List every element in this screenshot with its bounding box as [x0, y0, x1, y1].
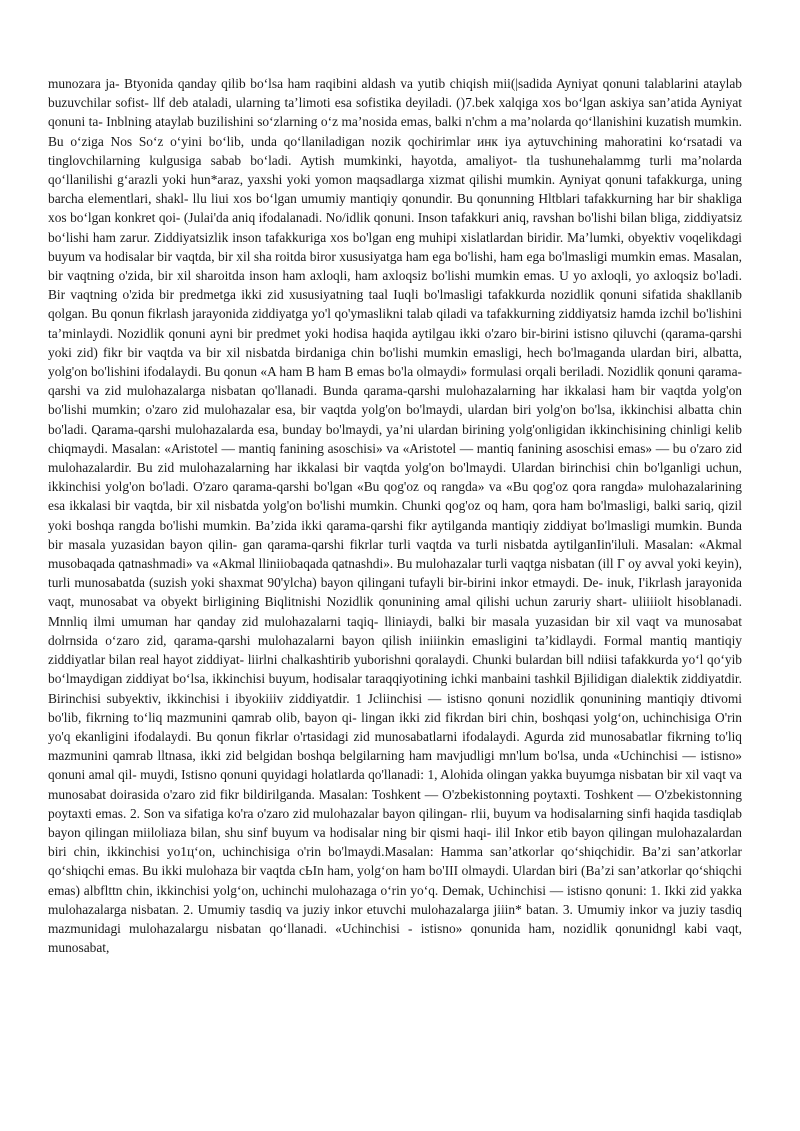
body-text: munozara ja- Btyonida qanday qilib bo‘lsa ham raqibini aldash va yutib chiqish mii(|sadida Ayniyat qonuni talablarini ataylab buzuvchilar sofist- llf deb ataladi, ularning ta’limoti esa sofistika deyiladi. ()7.bek xalqiga xos bo‘lgan askiya san’atida Ayniyat qonuni ta- Inblning ataylab buzilishini so‘zlarning o‘z ma’nosida emas, balki n'chm a ma’nolarda qo‘llanishini kuzatish mumkin. Bu o‘ziga Nos So‘z o‘yini bo‘lib, unda qo‘llaniladigan nozik qochirimlar инк iya aytuvchining mahoratini ko‘rsatadi va tinglovchilarning kulgusiga sabab bo‘ladi. Aytish mumkinki, hayotda, amaliyot- tla tushunehalammg turli ma’nolarda qo‘llanilishi g‘arazli yoki hun*araz, yaxshi yoki yomon maqsadlarga xizmat qilishi mumkin. Ayniyat qonuni tafakkurga, uning barcha elementlari, shakl- llu liui xos bo‘lgan umumiy mantiqiy qonundir. Bu qonunning Hltblari tafakkurning har bir shakliga xos bo‘lgan konkret qoi- (Julai'da aniq ifodalanadi. No/idlik qonuni. Inson tafakkuri aniq, ravshan bo'lishi bilan bliga, ziddiyatsiz bo‘lishi ham zarur. Ziddiyatsizlik inson tafakkuriga xos bo'lgan eng muhipi xislatlardan biridir. Ma’lumki, obyektiv voqelikdagi buyum va hodisalar bir vaqtda, bir xil sha roitda biror xususiyatga ham ega bo'lishi, ham ega bo'lmasligi mumkin emas. Masalan, bir vaqtning o'zida, bir xil sharoitda inson ham axloqli, ham axloqsiz bo'lishi mumkin emas. U yo axloqli, yo axloqsiz bo'ladi. Bir vaqtning o'zida bir predmetga ikki zid xususiyatning taal Iuqli bo'lmasligi tafakkurda nozidlik qonuni sifatida shakllanib qolgan. Bu qonun fikrlash jarayonida ziddiyatga yo'l qo'ymaslikni talab qiladi va tafakkurning ziddiyatsiz hamda izchil bo'lishini ta’minlaydi. Nozidlik qonuni ayni bir predmet yoki hodisa haqida aytilgau ikki o'zaro bir-birini istisno qiluvchi (qarama-qarshi yoki zid) fikr bir vaqtda va bir xil nisbatda birdaniga chin bo'lishi mumkin emasligi, hech bo'lmaganda ulardan biri, albatta, yolg'on bo'lishini ifodalaydi. Bu qonun «A ham B ham B emas bo'la olmaydi» formulasi orqali beriladi. Nozidlik qonuni qarama-qarshi va zid mulohazalarga nisbatan qo'llanadi. Bunda qarama-qarshi mulohazalarning har ikkalasi ham bir vaqtda yolg'on bo'lishi mumkin; o'zaro zid mulohazalar esa, bir vaqtda yolg'on bo'lmaydi, ulardan biri yolg'on bo'lsa, ikkinchisi albatta chin bo'ladi. Qarama-qarshi mulohazalarda esa, bunday bo'lmaydi, ya’ni ulardan birining yolg'onligidan ikkinchisining chinligi kelib chiqmaydi. Masalan: «Aristotel — mantiq fanining asoschisi» va «Aristotel — mantiq fanining asoschisi emas» — bu o'zaro zid mulohazalardir. Bu zid mulohazalarning har ikkalasi bir vaqtda yolg'on bo'lmaydi. Ulardan birinchisi chin bo'lganligi uchun, ikkinchisi yolg'on bo'ladi. O'zaro qarama-qarshi bo'lgan «Bu qog'oz oq rangda» va «Bu qog'oz qora rangda» mulohazalarining esa ikkalasi bir vaqtda, bir xil nisbatda yolg'on bo'lishi mumkin. Chunki qog'oz oq ham, qora ham bo'lmasligi, balki sariq, qizil yoki boshqa rangda bo'lishi mumkin. Ba’zida ikki qarama-qarshi fikr aytilganda mantiqiy ziddiyat bo'lmasligi mumkin. Bunda bir masala yuzasidan bayon qilin- gan qarama-qarshi fikrlar turli vaqtda va turli nisbatda aytilganIin'iluli. Masalan: «Akmal musobaqada qatnashmadi» va «Akmal lliniiobaqada qatnashdi». Bu mulohazalar turli vaqtga nisbatan (ill Г oy avval yoki keyin), turli munosabatda (suzish yoki shaxmat 90'ylcha) bayon qilingani tufayli bir-birini inkor etmaydi. De- inuk, I'ikrlash jarayonida vaqt, munosabat va obyekt birligining Biqlitnishi Nozidlik qonunining amal qilishi uchun zaruriy shart- uliiiiolt hisoblanadi. Mnnliq ilmi umuman har qanday zid mulohazalarni taqiq- lliniaydi, balki bir masala yuzasidan bir xil vaqt va munosabat dolrnsida o‘zaro zid, qarama-qarshi mulohazalarni bayon qilish iniiinkin emasligini ta’kidlaydi. Formal mantiq mantiqiy ziddiyatlar bilan real hayot ziddiyat- liirlni chalkashtirib yuborishni qoralaydi. Chunki bulardan bill ndiisi tafakkurda yo‘l qo‘yib bo‘lmaydigan ziddiyat bo‘lsa, ikkinchisi buyum, hodisalar taraqqiyotining ichki manbaini tashkil Bjilidigan dialektik ziddiyatdir. Birinchisi subyektiv, ikkinchisi i ibyokiiiv ziddiyatdir. 1 Jcliinchisi — istisno qonuni nozidlik qonunining mantiqiy dtivomi bo'lib, fikrning to‘liq mazmunini qamrab olib, bayon qi- lingan ikki zid fikrdan biri chin, boshqasi yolg‘on, uchinchisiga O'rin yo'q ekanligini ifodalaydi. Bu qonun fikrlar o'rtasidagi zid munosabatlarni ifodalaydi. Agurda zid munosabatlar fikrning to'liq mazmunini qamrab lltnasa, ikki zid belgidan boshqa belgilarning ham mavjudligi mn'lum bo'lsa, unda «Uchinchisi — istisno» qonuni amal qil- muydi, Istisno qonuni quyidagi holatlarda qo'llanadi: 1, Alohida olingan yakka buyumga nisbatan bir xil vaqt va munosabat doirasida o'zaro zid fikr bildirilganda. Masalan: Toshkent — O'zbekistonning poytaxti. Toshkent — O'zbekistonning poytaxti emas. 2. Son va sifatiga ko'ra o'zaro zid mulohazalar bayon qilingan- rlii, buyum va hodisalarning sinfi haqida tasdiqlab bayon qilingan miiloliaza bilan, shu sinf buyum va hodisalar ning bir qismi haqi- ilil Inkor etib bayon qilingan mulohazalardan biri chin, ikkinchisi yo1ц‘on, uchinchisiga o'rin bo'lmaydi.Masalan: Hamma san’atkorlar qo‘shiqchidir. Ba’zi san’atkorlar qo‘shiqchi emas. Bu ikki mulohaza bir vaqtda cЬIn ham, yolg‘on ham bo'III olmaydi. Ulardan biri (Ba’zi san’atkorlar qo‘shiqchi emas) albflttn chin, ikkinchisi yolg‘on, uchinchi mulohazaga o‘rin yo‘q. Demak, Uchinchisi — istisno qonuni: 1. Ikki zid yakka mulohazalarga nisbatan. 2. Umumiy tasdiq va juziy inkor etuvchi mulohazalarga jiiin* batan. 3. Umumiy inkor va juziy tasdiq mazmunidagi mulohazalargu nisbatan qo‘llanadi. «Uchinchisi - istisno» qonunida ham, nozidlik qonunidngl kabi vaqt, munosabat,: [48, 76, 742, 956]
